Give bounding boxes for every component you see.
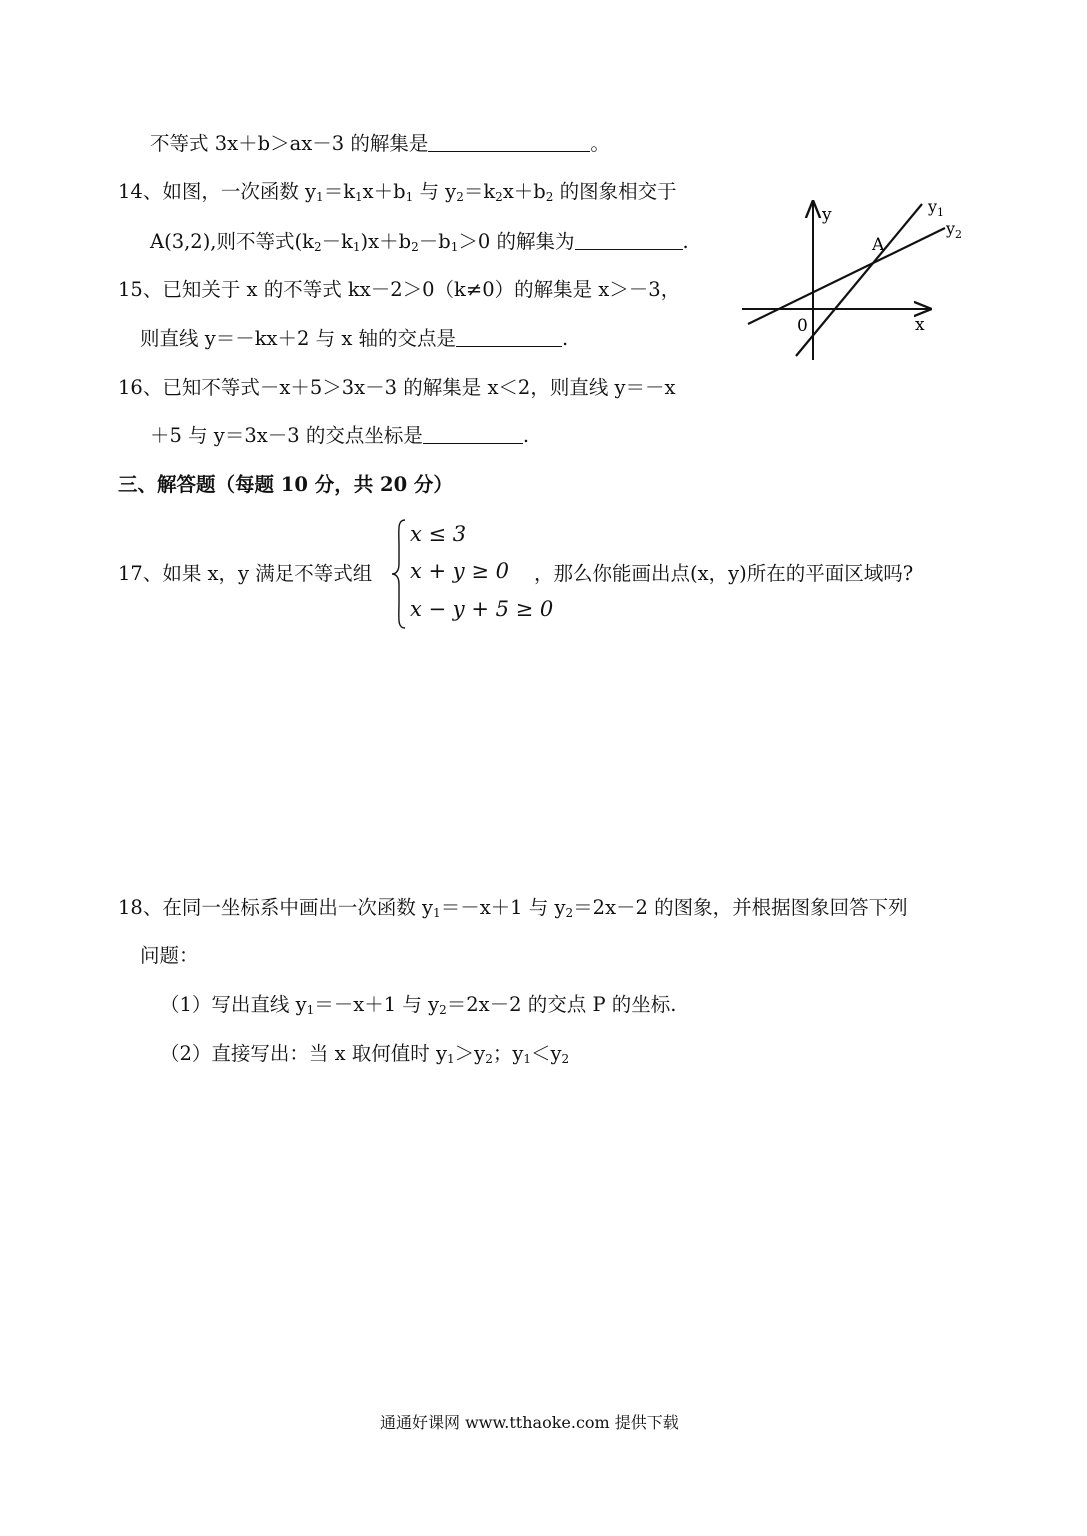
subscript: 1 [355,190,363,204]
subscript: 2 [456,190,464,204]
answer-blank [428,133,590,152]
q17-tail: ，那么你能画出点(x，y)所在的平面区域吗? [534,562,914,585]
line-y1-label: $y_1$ [928,197,945,219]
q16-text: 已知不等式－x＋5＞3x－3 的解集是 x＜2，则直线 y＝－x [162,376,676,399]
q14-text: ＞0 的解集为 [458,230,575,253]
q16-end: . [522,424,530,447]
q14-line2 [150,229,689,260]
q13-text: 不等式 3x＋b＞ax－3 的解集是 [150,132,429,155]
q18-text: ；y [492,1042,524,1065]
answer-blank [456,328,562,347]
origin-label: 0 [797,316,808,336]
subscript: 1 [316,190,324,204]
q18-text: ＜y [531,1042,562,1065]
q17-text: 如果 x，y 满足不等式组 [162,562,373,585]
subscript: 2 [439,1003,447,1017]
q15-text: 已知关于 x 的不等式 kx－2＞0（k≠0）的解集是 x＞－3， [162,278,681,301]
subscript: 1 [405,190,414,204]
section-title: 三、解答题（每题 10 分，共 20 分） [118,473,453,496]
q16-text2: ＋5 与 y＝3x－3 的交点坐标是 [150,424,423,447]
q16-line1 [118,375,676,401]
line-y1 [796,204,922,356]
subscript: 2 [495,190,503,204]
q15-text2: 则直线 y＝－kx＋2 与 x 轴的交点是 [140,327,457,350]
subscript: 1 [352,240,361,254]
q18-text: ＝2x－2 的交点 P 的坐标. [446,993,677,1016]
q14-text: －k [321,230,353,253]
x-axis-label: x [915,315,925,335]
q18-text: ＝2x－2 的图象，并根据图象回答下列 [573,896,908,919]
graph-figure [730,190,980,370]
q17-lead [118,561,372,587]
subscript: 1 [447,1052,455,1066]
q18-text: （2）直接写出：当 x 取何值时 y [160,1042,448,1065]
q15-end: . [562,327,569,350]
q14-text: ＝k [323,180,356,203]
subscript: 2 [545,190,554,204]
point-a-label: A [872,235,885,255]
q18-part1 [160,992,676,1023]
q15-line1 [118,277,680,303]
q18-text: ＝－x＋1 与 y [314,993,440,1016]
q15-number: 15、 [118,278,163,301]
subscript: 1 [433,906,441,920]
q14-line1 [118,179,677,210]
subscript: 2 [313,240,322,254]
subscript: 2 [561,1052,570,1066]
answer-blank [423,425,523,444]
subscript: 2 [485,1052,493,1066]
q14-text: x＋b [502,180,546,203]
q14-number: 14、 [118,180,163,203]
q13-line [150,131,610,157]
q14-text: )x＋b [360,230,412,253]
q14-text: 的图象相交于 [553,180,677,203]
q18-text: 在同一坐标系中画出一次函数 y [162,896,434,919]
q16-number: 16、 [118,376,163,399]
line-y2-label: $y_2$ [946,219,963,241]
q14-text: －b [418,230,451,253]
q15-line2 [140,326,568,352]
q18-text: ＞y [454,1042,486,1065]
system-eq-3: x − y + 5 ≥ 0 [410,597,554,621]
subscript: 1 [523,1052,532,1066]
answer-blank [575,231,683,250]
q14-text: ＝k [463,180,496,203]
y-axis-label: y [822,205,832,225]
q18-part2 [160,1041,569,1072]
q14-text: A(3,2),则不等式(k [150,230,314,253]
q18-text: ＝－x＋1 与 y [440,896,566,919]
subscript: 2 [411,240,419,254]
subscript: 2 [565,906,574,920]
subscript: 1 [306,1003,315,1017]
page-footer: 通通好课网 www.tthaoke.com 提供下载 [380,1413,679,1432]
q17-number: 17、 [118,562,163,585]
subscript: 1 [450,240,459,254]
q18-line1 [118,895,908,926]
q14-text: x＋b [362,180,406,203]
q14-end: . [682,230,689,253]
q14-text: 如图，一次函数 y [162,180,317,203]
system-eq-2: x + y ≥ 0 [410,559,509,583]
q13-end: 。 [590,132,610,155]
q18-text: （1）写出直线 y [160,993,307,1016]
q18-number: 18、 [118,896,163,919]
q14-text: 与 y [413,180,457,203]
system-eq-1: x ≤ 3 [410,522,467,546]
q18-line2: 问题： [140,944,199,967]
system-brace [391,518,407,630]
q16-line2 [150,423,529,449]
